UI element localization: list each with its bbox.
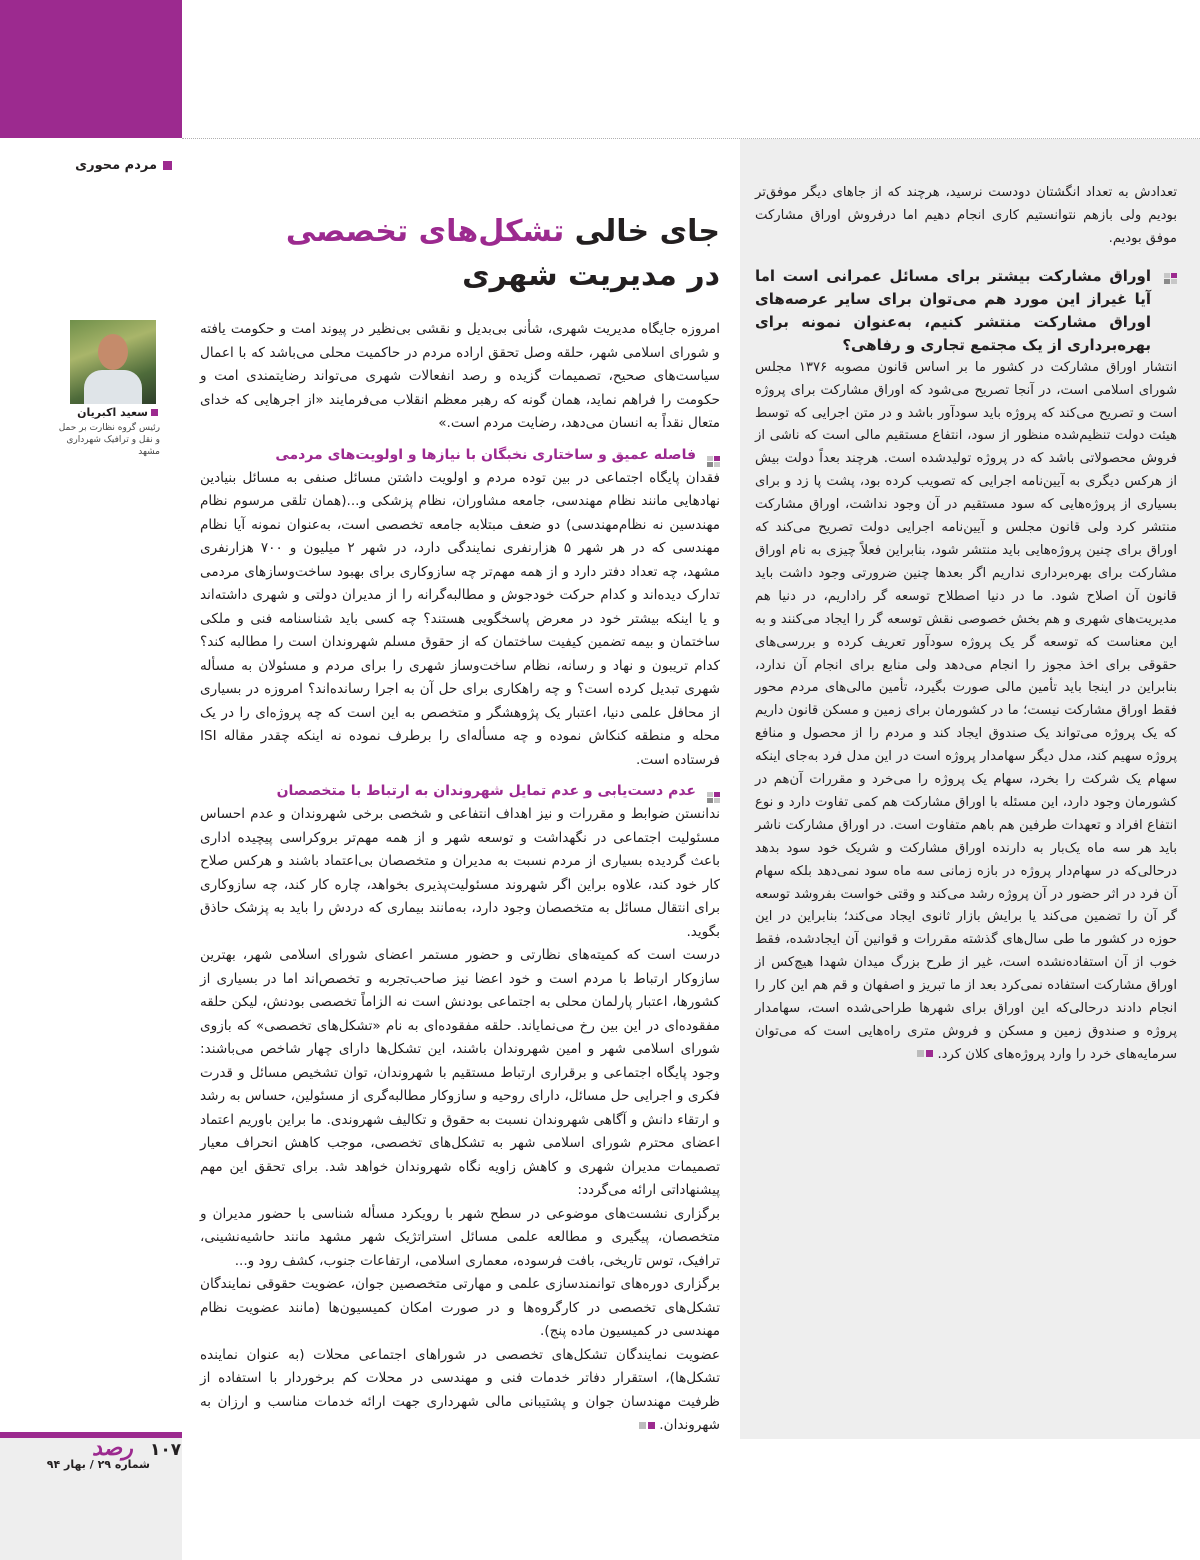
body-paragraph: برگزاری دوره‌های توانمندسازی علمی و مهارتی متخصصین جوان، عضویت حقوقی نمایندگان تشکل‌های تخصصی در کارگروه‌ها و در صورت امکان کمیسیون‌ها (مانند عضویت نظام مهندسی در کمیسیون ماده پنج).	[200, 1276, 720, 1339]
top-accent-bar	[0, 0, 182, 138]
intro-paragraph: تعدادش به تعداد انگشتان دودست نرسید، هرچند که از جاهای دیگر موفق‌تر بودیم ولی بازهم نتوانستیم کاری انجام دهیم اما درفروش اوراق مشارکت موفق بودیم.	[755, 185, 1177, 246]
question-marker-icon	[1161, 273, 1177, 285]
heading-marker-icon	[704, 456, 720, 468]
end-mark-icon	[926, 1050, 933, 1057]
page-number: ۱۰۷	[150, 1440, 182, 1460]
title-line-2: در مدیریت شهری	[462, 258, 720, 293]
author-role: رئیس گروه نظارت بر حمل و نقل و ترافیک شهرداری مشهد	[58, 423, 160, 457]
magazine-logo: رصد	[92, 1436, 133, 1461]
title-line-1: جای خالی تشکل‌های تخصصی	[285, 214, 720, 249]
subheading-1: فاصله عمیق و ساختاری نخبگان با نیازها و اولویت‌های مردمی	[200, 444, 720, 467]
author-name: سعید اکبریان	[60, 406, 158, 419]
issue-info: شماره ۲۹ / بهار ۹۴	[46, 1458, 150, 1471]
body-paragraph: ندانستن ضوابط و مقررات و نیز اهداف انتفاعی و شخصی برخی شهروندان و عدم احساس مسئولیت اجتماعی در نگهداشت و توسعه شهر و از همه مهم‌تر بروکراسی پیچیده اداری باعث گردیده بسیاری از مردم نسبت به مدیران و متخصصان بی‌اعتماد باشند و هرکس صلاح کار خود کند، علاوه براین اگر شهروند مسئولیت‌پذیری بخواهد، چاره کار کند، چه سازوکاری برای انتقال مسائل به متخصصان وجود دارد، به‌مانند بیماری که درد‌ش را باید به پزشک حاذق بگوید.	[200, 806, 720, 940]
square-bullet-icon	[163, 161, 172, 170]
footer-accent-bar	[0, 1432, 182, 1438]
body-paragraph: فقدان پایگاه اجتماعی در بین توده مردم و اولویت داشتن مسائل صنفی به مسائل بنیادین نهادهایی مانند نظام مهندسی، جامعه مشاوران، نظام پزشکی و...(همان تلقی مرسوم نظام مهندسین نه نظام‌مهندسی) دو ضعف مبتلابه جامعه تخصصی است، به‌عنوان نمونه آیا نظام مهندسی که در هر شهر ۵ هزارنفری نمایندگی دارد، در شهر ۲ میلیون و ۷۰۰ هزارنفری مشهد، چه تعداد دفتر دارد و از همه مهم‌تر چه سازوکاری برای بهبود ساخت‌وسازهای مردمی تدارک دیده‌اند و کدام حرکت خودجوش و مطالبه‌گرانه را از مدیران دولتی و شهری داشته‌اند و یا اینکه بیشتر خود در معرض پاسخگویی هستند؟ چه کسی باید شناسنامه فنی و ملکی ساختمان و بیمه تضمین کیفیت ساختمان که از حقوق مسلم شهروندان است را مطالبه کند؟ کدام تریبون و نهاد و رسانه، نظام ساخت‌وساز شهری را برای مردم و مسئولان به مسأله شهری تبدیل کرده است؟ و چه راهکاری برای حل آن به اجرا رسانده‌اند؟ امروزه در بسیاری از محافل علمی دنیا، اعتبار یک پژوهشگر و متخصص به این است که چه پروژه‌ای را در یک محله و منطقه کنکاش نموده و چه مسأله‌ای را برطرف نموده نه اینکه چقدر مقاله ISI فرستاده است.	[200, 469, 720, 768]
answer-paragraph: انتشار اوراق مشارکت در کشور ما بر اساس قانون مصوبه ۱۳۷۶ مجلس شورای اسلامی است، در آنجا تصریح می‌شود که اوراق مشارکت برای پروژه است و تصریح می‌کند که پروژه باید سودآور باشد و در متن اجرایی که توسط هیئت دولت تنظیم‌شده منظور از سود، انتفاع مستقیم مالی است که ناشی از فروش محصولاتی باشد که در پروژه تولیدشده است. هرچند بعداً دولت بیش از هرکس دیگری به آیین‌نامه اجرایی که تصویب کرده بود، پشت پا زد و برای بسیاری از پروژه‌هایی که سود مستقیم در آن وجود نداشت، اوراق مشارکت منتشر کرد ولی قانون مجلس و آیین‌نامه اجرایی دولت تصریح می‌کند که اوراق برای چنین پروژه‌هایی باید منتشر شود، بنابراین فعلاً چیزی به نام اوراق مشارکت برای بهره‌برداری نداریم اگر بعدها چنین ضرورتی وجود داشت باید قانون آن اصلاح شود. ما در دنیا اصطلاح توسعه گر راداریم، در دنیا هم مدیریت‌های شهری و هم بخش خصوصی نقش توسعه گر را ایجاد می‌کنند و به این معناست که توسعه گر یک پروژه سودآور تعریف کرده و بررسی‌های حقوقی برای اخذ مجوز را انجام می‌دهد ولی منابع برای انجام آن ندارد، بنابراین در اینجا باید تأمین مالی صورت بگیرد، تأمین مالی‌های مردم محور فقط اوراق مشارکت نیست؛ ما در کشورمان برای زمین و مسکن قانون داریم که یک پروژه می‌تواند یک صندوق ایجاد کند و مردم را از محصول و منافع پروژه سهیم کند، مدل دیگر سهامدار پروژه است در این مدل فرد به‌جای اینکه سهام یک شرکت را بخرد، سهام یک پروژه را می‌خرد و مقررات آن‌هم در کشورمان وجود دارد، این مسئله با اوراق مشارکت هم کمی تفاوت دارد و نوع انتفاع افراد و تعهدات طرفین هم باهم متفاوت است. در اوراق مشارکت ناشر باید هر سه ماه یک‌بار به دارنده اوراق مشارکت و شریک خود سود بدهد درحالی‌که در سهام‌دار پروژه در بازه زمانی سه ماه سود نمی‌دهد بلکه سهام آن فرد در اثر حضور در آن پروژه رشد می‌کند و وقتی خواست بفروشد توسعه گر آن را تضمین می‌کند یا برایش بازار ثانوی ایجاد می‌کند؛ بنابراین در این حوزه در کشور ما طی سال‌های گذشته مقررات و قوانین آن ایجادشده، فقط خوب از آن استفاده‌نشده است، غیر از طرح بزرگ میدان شهدا هیچ‌کس از اوراق مشارکت استفاده نمی‌کرد بعد از ما تبریز و اصفهان و قم هم این کار را انجام دادند درحالی‌که این اوراق برای شهرها طراحی‌شده است، سهامدار پروژه و صندوق زمین و مسکن و فروش متری راه‌هایی است که می‌توان سرمایه‌های خرد را وارد پروژه‌های کلان کرد.	[755, 359, 1177, 1062]
subheading-2: عدم دست‌یابی و عدم تمایل شهروندان به ارتباط با متخصصان	[200, 780, 720, 803]
title-highlight: تشکل‌های تخصصی	[285, 214, 565, 249]
intro-paragraph: امروزه جایگاه مدیریت شهری، شأنی بی‌بدیل و نقشی بی‌نظیر در پیوند امت و حکومت یافته و شورای اسلامی شهر، حلقه وصل تحقق اراده مردم در حاکمیت محلی می‌باشد که با اعمال سیاست‌های صحیح، تصمیمات گزیده و رصد انفعالات شهری می‌تواند رضایتمندی امت و حکومت را فراهم نماید، همان گونه که رهبر معظم انقلاب می‌فرمایند «از اجرهایی که خدای متعال نقداً به انسان می‌دهد، رضایت مردم است.»	[200, 321, 720, 431]
heading-marker-icon	[704, 792, 720, 804]
left-column	[200, 318, 720, 1438]
body-paragraph: برگزاری نشست‌های موضوعی در سطح شهر با رویکرد مسأله شناسی با حضور مدیران و متخصصان، پیگیری و مطالعه علمی مسائل استراتژیک شهر مشهد مانند حاشیه‌نشینی، ترافیک، توس تاریخی، بافت فرسوده، معماری اسلامی، ارتفاعات جنوب، کشف رود و...	[200, 1205, 720, 1269]
body-paragraph: درست است که کمیته‌های نظارتی و حضور مستمر اعضای شورای اسلامی شهر، بهترین سازوکار ارتباط با مردم است و خود اعضا نیز صاحب‌تجربه و تخصص‌اند اما در بسیاری از کشورها، اعتبار پارلمان محلی به اجتماعی بودنش است نه الزاماً تخصصی بودنش، لیکن حلقه مفقوده‌ای در این بین رخ می‌نمایاند. حلقه مفقوده‌ای به نام «تشکل‌های تخصصی» که بازوی شورای اسلامی شهر و امین شهروندان باشند، این تشکل‌ها دارای چهار شاخص می‌باشند: وجود پایگاه اجتماعی و برقراری ارتباط مستقیم با شهروندان، توان تشخیص مسائل و قدرت فکری و اجرایی حل مسائل، دارای روحیه و سازوکار مطالبه‌گری از مسئولین، حساس به رشد و ارتقاء دانش و آگاهی شهروندان نسبت به حقوق و تکالیف شهروندی. ما براین باوریم اعتماد اعضای محترم شورای اسلامی شهر به تشکل‌های تخصصی، موجب کاهش انحراف معیار تصمیمات مدیران شهری و کاهش زاویه نگاه شهروندان خواهد شد. برای تحقق این مهم پیشنهاداتی ارائه می‌گردد:	[200, 947, 720, 1198]
author-photo	[70, 320, 156, 404]
right-column	[755, 182, 1177, 1067]
body-paragraph: عضویت نمایندگان تشکل‌های تخصصی در شوراهای اجتماعی محلات (به عنوان نماینده تشکل‌ها)، استقرار دفاتر خدمات فنی و مهندسی در محلات کم برخوردار با استفاده از ظرفیت مهندسان جوان و پشتیبانی مالی شهرداری جهت ارائه خدمات مناسب و ارزان به شهروندان.	[200, 1346, 720, 1433]
section-label: مردم محوری	[72, 158, 172, 173]
end-mark-icon	[648, 1422, 655, 1429]
interview-question: اوراق مشارکت بیشتر برای مسائل عمرانی است اما آیا غیراز این مورد هم می‌توان برای سایر عرصه‌های اوراق مشارکت منتشر کنیم، به‌عنوان نمونه برای بهره‌برداری از یک مجتمع تجاری و رفاهی؟	[755, 265, 1177, 357]
article-title	[250, 210, 720, 298]
